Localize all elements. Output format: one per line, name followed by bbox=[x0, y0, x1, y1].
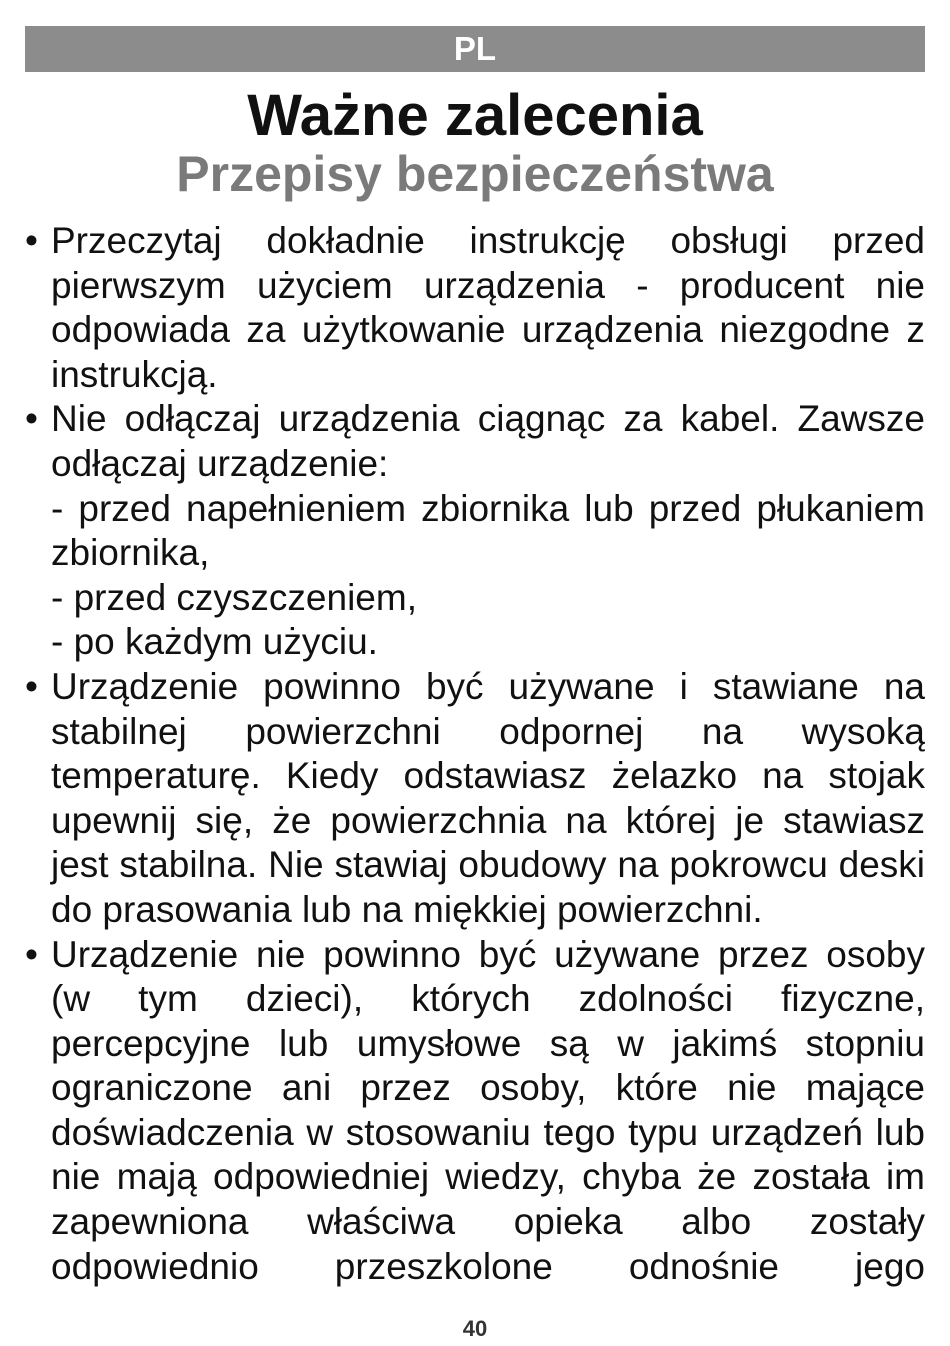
language-header-bar bbox=[25, 26, 925, 72]
bullet-marker: • bbox=[25, 398, 38, 440]
bullet-marker: • bbox=[25, 665, 38, 707]
list-item-text: Urządzenie nie powinno być używane przez osoby (w tym dzieci), których zdolności fizyczne, percepcyjne lub umysłowe są w jakimś stopniu ograniczone ani przez osoby, które nie mające doświadczenia w stosowaniu tego typu urządzeń lub nie mają odpowiedniej wiedzy, chyba że została im zapewniona właściwa opieka albo zostały odpowiednio przeszkolone odnośnie jego bbox=[51, 933, 925, 1287]
list-item bbox=[25, 219, 925, 397]
bullet-marker: • bbox=[25, 933, 38, 975]
safety-instructions-list bbox=[25, 219, 925, 1289]
page-title: Ważne zalecenia bbox=[247, 83, 703, 148]
list-item bbox=[25, 665, 925, 933]
list-item bbox=[25, 397, 925, 665]
page-number: 40 bbox=[462, 1316, 488, 1341]
list-subitem: - po każdym użyciu. bbox=[51, 621, 378, 663]
list-subitem: - przed napełnieniem zbiornika lub przed płukaniem zbiornika, bbox=[51, 487, 925, 574]
bullet-marker: • bbox=[25, 220, 38, 261]
list-item-text: Urządzenie powinno być używane i stawiane na stabilnej powierzchni odpornej na wysoką temperaturę. Kiedy odstawiasz żelazko na stojak upewnij się, że powierzchnia na której je stawiasz jest stabilna. Nie stawiaj obudowy na pokrowcu deski do prasowania lub na miękkiej powierzchni. bbox=[51, 665, 925, 930]
list-item-text: Nie odłączaj urządzenia ciągnąc za kabel. Zawsze odłączaj urządzenie: bbox=[51, 398, 925, 484]
list-subitem: - przed czyszczeniem, bbox=[51, 576, 417, 618]
list-item-text: Przeczytaj dokładnie instrukcję obsługi przed pierwszym użyciem urządzenia - producent nie odpowiada za użytkowanie urządzenia niezgodne z instrukcją. bbox=[51, 220, 925, 395]
list-item bbox=[25, 933, 925, 1290]
page-subtitle: Przepisy bezpieczeństwa bbox=[176, 146, 774, 202]
language-code: PL bbox=[453, 30, 497, 67]
